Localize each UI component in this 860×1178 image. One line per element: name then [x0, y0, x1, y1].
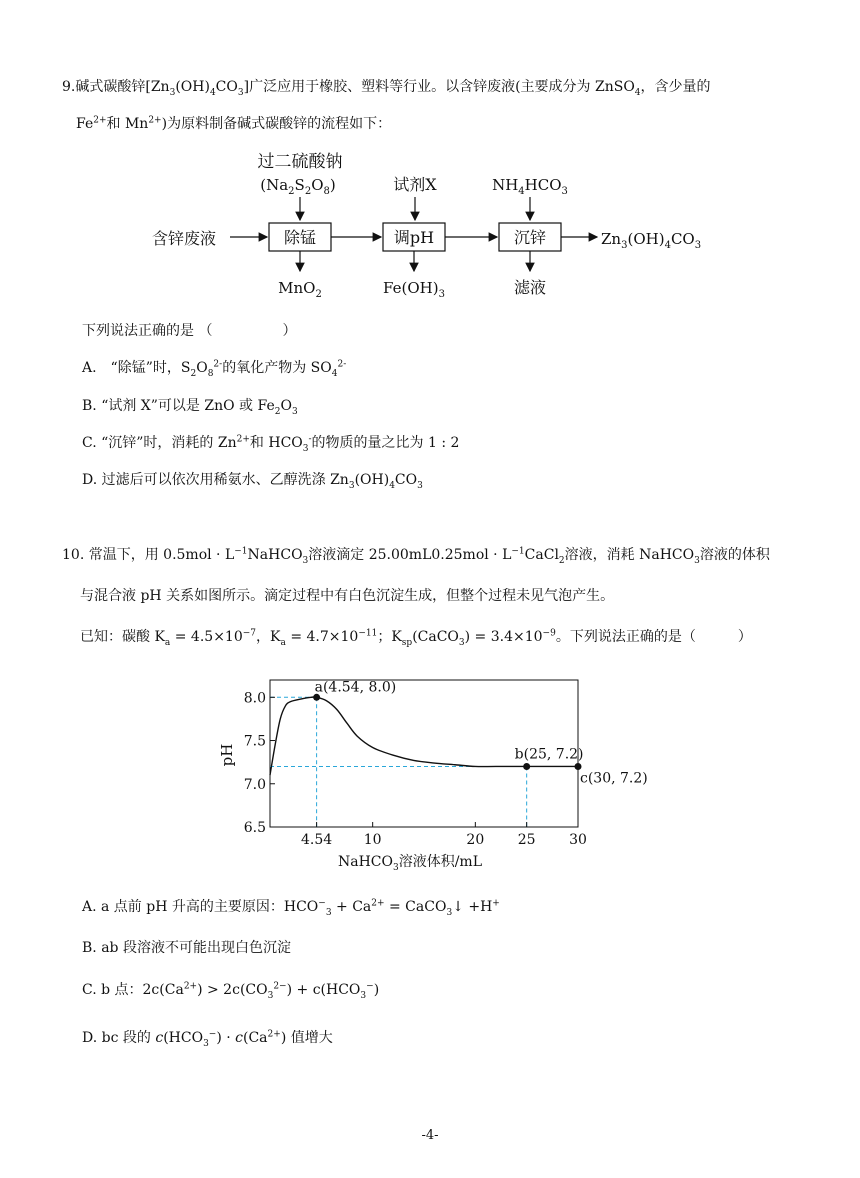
byproduct-filtrate: 滤液	[513, 278, 547, 297]
q9-flow-diagram	[0, 145, 860, 305]
q10-option-b: B. ab 段溶液不可能出现白色沉淀	[82, 940, 291, 956]
y-tick-label: 6.5	[243, 820, 266, 836]
q10-stem-line3: 已知：碳酸 $K_a = 4.5\times 10^{-7}$，$K_a = 4.7\times 10^{-11}$；$K_{sp}(CaCO_3) = 3.4\times 10^{-9}$。下列说法正确的是（ ）	[80, 628, 752, 648]
x-axis-label: NaHCO$_3$溶液体积/mL	[337, 854, 483, 873]
y-tick-label: 8.0	[243, 690, 266, 707]
q9-option-c: C. “沉锌”时，消耗的 $Zn^{2+}$和 $HCO_3^-$的物质的量之比为 1 : 2	[82, 434, 460, 454]
x-tick-label: 30	[569, 832, 587, 848]
data-point-b	[523, 763, 530, 770]
q9-stem-line1: 9.碱式碳酸锌$[Zn_3(OH)_4CO_3]$广泛应用于橡胶、塑料等行业。以含锌废液(主要成分为 ZnSO$_4$，含少量的	[62, 79, 711, 98]
byproduct-mno2: MnO$_2$	[278, 279, 322, 300]
x-tick-label: 4.54	[301, 832, 333, 848]
data-point-c	[575, 763, 582, 770]
y-tick-label: 7.5	[243, 733, 266, 750]
q10-option-a: A. a 点前 pH 升高的主要原因：$HCO^-_3 + Ca^{2+}$ = CaCO$_3$↓ +H+	[82, 898, 500, 918]
q9-stem-line2: $Fe^{2+}$和 $Mn^{2+}$)为原料制备碱式碳酸锌的流程如下：	[76, 115, 392, 132]
reagent1-line2: $(Na_2S_2O_8)$	[260, 176, 336, 197]
y-tick-label: 7.0	[243, 776, 266, 793]
svg-text:沉锌: 沉锌	[513, 228, 547, 247]
reagent2: 试剂X	[393, 175, 437, 194]
q9-option-b: B. “试剂 X”可以是 ZnO 或 $Fe_2O_3$	[82, 398, 298, 417]
flow-input: 含锌废液	[152, 229, 217, 248]
q10-option-d: D. bc 段的 $c(HCO_3^-) \cdot c(Ca^{2+})$ 值增大	[82, 1029, 333, 1049]
q9-option-a: A. “除锰”时，$S_2O_8^{2-}$的氧化产物为 $SO_4^{2-}$	[82, 359, 347, 379]
flow-output: $Zn_3(OH)_4CO_3$	[601, 230, 702, 251]
x-tick-label: 25	[517, 832, 536, 848]
x-tick-label: 10	[363, 832, 382, 848]
q10-stem-line1: 10. 常温下，用 $0.5mol \cdot L^{-1}NaHCO_3$溶液滴定 $25.00mL0.25mol \cdot L^{-1}CaCl_2$溶液，消耗 NaHCO$_3$溶液的体积	[62, 546, 770, 566]
q10-option-c: C. b 点：$2c(Ca^{2+}) > 2c(CO_3^{2-}) + c(HCO_3^-)$	[82, 981, 380, 1001]
point-label-b: b(25, 7.2)	[514, 746, 584, 763]
x-tick-label: 20	[466, 832, 485, 848]
reagent3: $NH_4HCO_3$	[492, 176, 568, 197]
svg-text:调pH: 调pH	[393, 228, 435, 247]
point-label-a: a(4.54, 8.0)	[314, 679, 397, 696]
point-label-c: c(30, 7.2)	[580, 770, 648, 787]
q9-option-d: D. 过滤后可以依次用稀氨水、乙醇洗涤 $Zn_3(OH)_4CO_3$	[82, 472, 423, 491]
svg-text:除锰: 除锰	[283, 228, 317, 247]
ph-titration-chart	[210, 660, 650, 875]
byproduct-feoh3: $Fe(OH)_3$	[383, 279, 445, 300]
q10-stem-line2: 与混合液 pH 关系如图所示。滴定过程中有白色沉淀生成，但整个过程未见气泡产生。	[80, 588, 615, 604]
y-axis-label: pH	[218, 743, 236, 767]
page-number: -4-	[421, 1128, 439, 1143]
reagent1-line1: 过二硫酸钠	[257, 152, 343, 172]
q9-ask: 下列说法正确的是 （ ）	[82, 323, 297, 339]
